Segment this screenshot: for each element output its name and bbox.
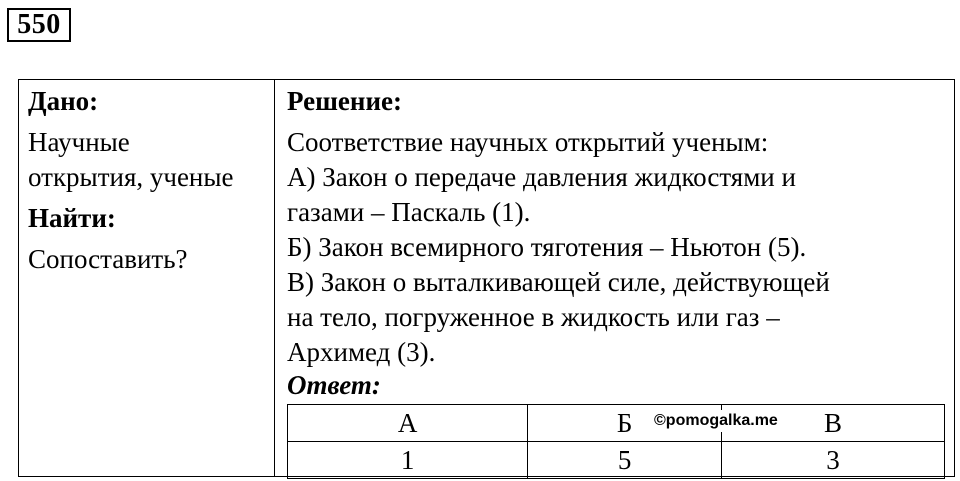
answer-value-cell: 1: [288, 442, 528, 479]
solution-line: газами – Паскаль (1).: [287, 197, 531, 227]
answer-header-row: [288, 405, 945, 442]
solution-line: на тело, погруженное в жидкость или газ –: [287, 302, 780, 332]
answer-value-row: [288, 442, 945, 479]
answer-label: Ответ:: [287, 370, 381, 400]
answer-header-cell: А: [288, 405, 528, 442]
answer-header-cell: В: [722, 405, 945, 442]
solution-line: Архимед (3).: [287, 337, 436, 367]
answer-value-cell: 3: [722, 442, 945, 479]
solution-line: А) Закон о передаче давления жидкостями и: [287, 162, 796, 192]
solution-line: Б) Закон всемирного тяготения – Ньютон (5).: [287, 232, 807, 262]
column-divider: [274, 79, 275, 477]
given-line: Научные: [28, 127, 130, 157]
watermark: ©pomogalka.me: [652, 410, 780, 432]
given-heading: Дано:: [28, 86, 99, 116]
find-heading: Найти:: [28, 203, 116, 233]
solution-line: Соответствие научных открытий ученым:: [287, 127, 769, 157]
solution-column: [287, 84, 942, 400]
solution-heading: Решение:: [287, 86, 402, 116]
answer-table: [287, 404, 945, 479]
given-line: открытия, ученые: [28, 162, 234, 192]
find-line: Сопоставить?: [28, 244, 188, 274]
problem-number: 550: [7, 8, 71, 42]
given-column: [28, 84, 268, 277]
answer-value-cell: 5: [528, 442, 722, 479]
solution-line: В) Закон о выталкивающей силе, действующей: [287, 267, 830, 297]
answer-header-cell: Б: [528, 405, 722, 442]
